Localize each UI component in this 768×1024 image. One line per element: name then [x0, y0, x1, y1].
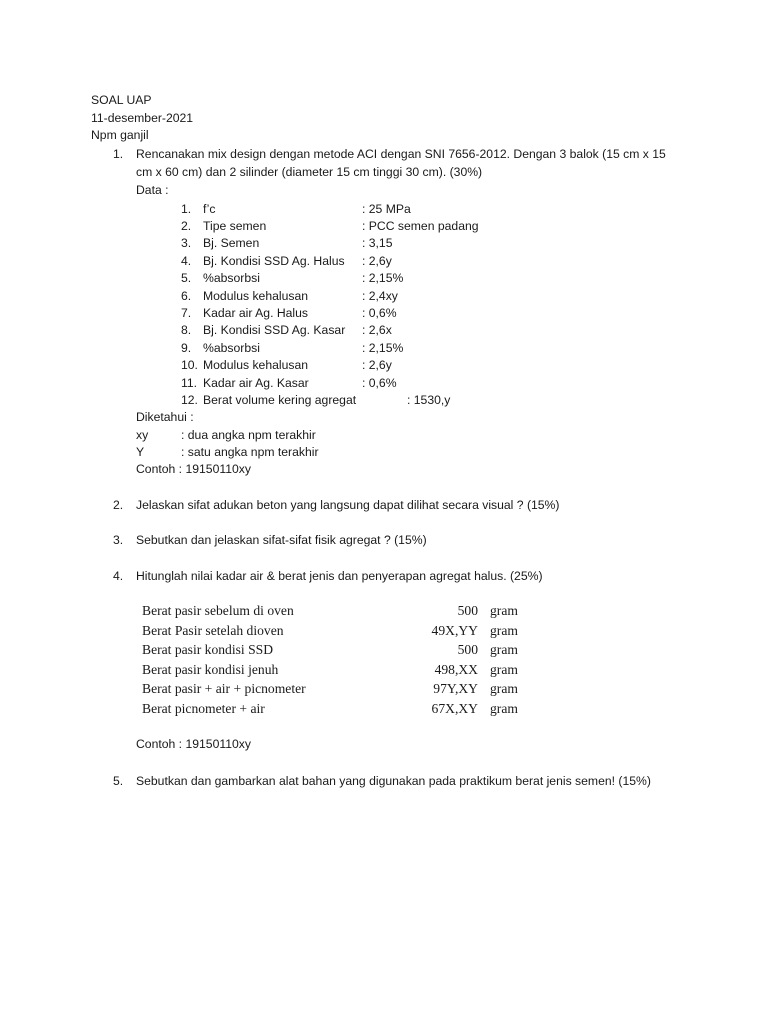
exam-title: SOAL UAP: [91, 93, 152, 107]
table-row-unit: gram: [490, 603, 518, 618]
list-item-label: %absorbsi: [203, 271, 260, 285]
question-number: 1.: [113, 147, 124, 161]
question-number: 2.: [113, 498, 124, 512]
question-text: Jelaskan sifat adukan beton yang langsung dapat dilihat secara visual ? (15%): [136, 498, 560, 512]
question-text: Sebutkan dan gambarkan alat bahan yang digunakan pada praktikum berat jenis semen! (15%): [136, 774, 651, 788]
list-item-value: : 25 MPa: [362, 202, 411, 216]
exam-date: 11-desember-2021: [91, 111, 194, 125]
list-item-number: 2.: [181, 219, 192, 233]
list-item-number: 12.: [181, 393, 198, 407]
table-row-label: Berat picnometer + air: [142, 701, 265, 716]
known-label: Diketahui :: [136, 410, 194, 424]
question-number: 3.: [113, 533, 124, 547]
known-desc: : dua angka npm terakhir: [181, 428, 316, 442]
list-item-label: Kadar air Ag. Kasar: [203, 376, 309, 390]
question-number: 4.: [113, 569, 124, 583]
list-item-number: 3.: [181, 236, 192, 250]
question-text-line1: Rencanakan mix design dengan metode ACI dengan SNI 7656-2012. Dengan 3 balok (15 cm x 15: [136, 147, 666, 161]
list-item-label: Bj. Kondisi SSD Ag. Kasar: [203, 323, 346, 337]
list-item-label: Modulus kehalusan: [203, 358, 309, 372]
list-item-value: : 2,15%: [362, 271, 404, 285]
question-text-line2: cm x 60 cm) dan 2 silinder (diameter 15 cm tinggi 30 cm). (30%): [136, 165, 483, 179]
list-item-number: 1.: [181, 202, 192, 216]
table-row-label: Berat pasir + air + picnometer: [142, 681, 306, 696]
table-row-label: Berat Pasir setelah dioven: [142, 623, 284, 638]
question-text: Hitunglah nilai kadar air & berat jenis dan penyerapan agregat halus. (25%): [136, 569, 543, 583]
list-item-number: 5.: [181, 271, 192, 285]
list-item-label: Bj. Kondisi SSD Ag. Halus: [203, 254, 345, 268]
list-item-label: Modulus kehalusan: [203, 289, 309, 303]
list-item-number: 7.: [181, 306, 192, 320]
list-item-number: 8.: [181, 323, 192, 337]
table-row-label: Berat pasir kondisi jenuh: [142, 662, 279, 677]
table-row-value: 67X,XY: [431, 701, 478, 716]
table-row-value: 500: [457, 603, 478, 618]
list-item-label: Kadar air Ag. Halus: [203, 306, 309, 320]
list-item-number: 9.: [181, 341, 192, 355]
list-item-number: 6.: [181, 289, 192, 303]
table-row-value: 498,XX: [434, 662, 478, 677]
table-row-unit: gram: [490, 662, 518, 677]
list-item-value: : PCC semen padang: [362, 219, 479, 233]
table-row-label: Berat pasir sebelum di oven: [142, 603, 294, 618]
list-item-number: 10.: [181, 358, 198, 372]
list-item-value: : 0,6%: [362, 306, 397, 320]
list-item-value: : 3,15: [362, 236, 393, 250]
known-key: xy: [136, 428, 149, 442]
list-item-number: 4.: [181, 254, 192, 268]
table-row-unit: gram: [490, 681, 518, 696]
table-row-label: Berat pasir kondisi SSD: [142, 642, 274, 657]
list-item-label: Bj. Semen: [203, 236, 260, 250]
exam-group: Npm ganjil: [91, 128, 149, 142]
known-key: Y: [136, 445, 145, 459]
table-row-value: 49X,YY: [431, 623, 478, 638]
list-item-value: : 2,6y: [362, 254, 392, 268]
table-row-value: 97Y,XY: [433, 681, 478, 696]
question-number: 5.: [113, 774, 124, 788]
example-text: Contoh : 19150110xy: [136, 737, 251, 751]
list-item-value: : 2,6x: [362, 323, 392, 337]
table-row-unit: gram: [490, 623, 518, 638]
question-text: Sebutkan dan jelaskan sifat-sifat fisik agregat ? (15%): [136, 533, 427, 547]
list-item-label: f’c: [203, 202, 216, 216]
list-item-value: : 1530,y: [407, 393, 451, 407]
example-text: Contoh : 19150110xy: [136, 462, 251, 476]
list-item-value: : 2,4xy: [362, 289, 398, 303]
list-item-value: : 2,6y: [362, 358, 392, 372]
table-row-unit: gram: [490, 701, 518, 716]
data-label: Data :: [136, 183, 169, 197]
list-item-value: : 0,6%: [362, 376, 397, 390]
table-row-value: 500: [457, 642, 478, 657]
list-item-label: Berat volume kering agregat: [203, 393, 357, 407]
known-desc: : satu angka npm terakhir: [181, 445, 319, 459]
list-item-label: Tipe semen: [203, 219, 267, 233]
list-item-number: 11.: [181, 376, 198, 390]
table-row-unit: gram: [490, 642, 518, 657]
list-item-label: %absorbsi: [203, 341, 260, 355]
list-item-value: : 2,15%: [362, 341, 404, 355]
